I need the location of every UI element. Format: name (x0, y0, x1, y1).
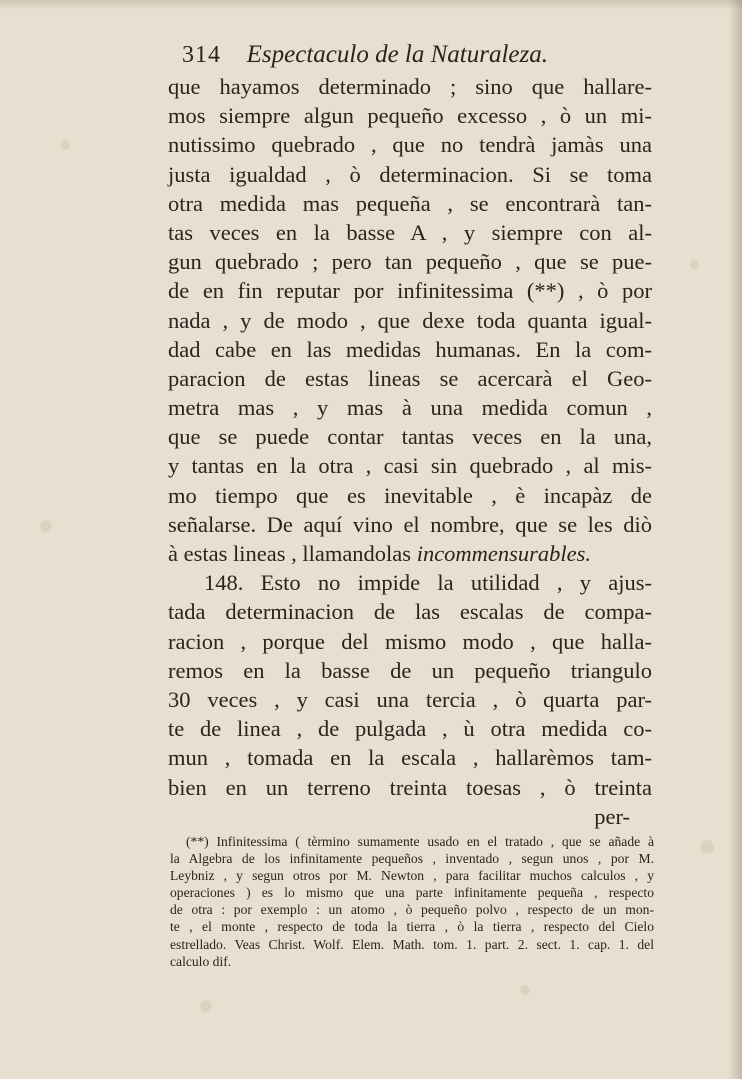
text-line: de en fin reputar por infinitessima (**) , ò por (168, 278, 652, 304)
text-line: bien en un terreno treinta toesas , ò treinta (168, 774, 652, 800)
catchword: per- (594, 803, 630, 829)
footnote-line: operaciones ) es lo mismo que una parte infinitamente pequeña , respecto (170, 885, 654, 901)
page-right-shadow (728, 0, 742, 1079)
running-title: Espectaculo de la Naturaleza. (246, 41, 548, 68)
text-line: mos siempre algun pequeño excesso , ò un mi- (168, 103, 652, 129)
text-line: te de linea , de pulgada , ù otra medida co- (168, 716, 652, 742)
main-text (168, 72, 652, 831)
italic-term: incommensurables. (416, 541, 592, 566)
text-line-prefix: à estas lineas , llamandolas (168, 541, 412, 566)
footnote-line: Leybniz , y segun otros por M. Newton , para facilitar muchos calculos , y (170, 868, 654, 884)
footnote-line: calculo dif. (170, 953, 232, 969)
text-line-paragraph-end (168, 539, 652, 568)
text-line: que se puede contar tantas veces en la una, (168, 424, 652, 450)
text-line: remos en la basse de un pequeño triangulo (168, 657, 652, 683)
text-line: racion , porque del mismo modo , que halla- (168, 628, 652, 654)
footnote-line: (**) Infinitessima ( tèrmino sumamente usado en el tratado , que se añade à (186, 834, 654, 849)
running-header (182, 40, 622, 69)
text-line: metra mas , y mas à una medida comun , (168, 395, 652, 421)
text-line: tas veces en la basse A , y siempre con al- (168, 219, 652, 245)
footnote-line: de otra : por exemplo : un atomo , ò pequeño polvo , respecto de un mon- (170, 902, 654, 918)
text-line: justa igualdad , ò determinacion. Si se toma (168, 161, 652, 187)
text-line: que hayamos determinado ; sino que hallare- (168, 74, 652, 99)
footnote (170, 833, 654, 970)
text-line: nutissimo quebrado , que no tendrà jamàs una (168, 132, 652, 158)
foxing-spot (40, 520, 52, 532)
text-line: dad cabe en las medidas humanas. En la com- (168, 336, 652, 362)
text-line: señalarse. De aquí vino el nombre, que se les diò (168, 511, 652, 537)
text-line: mo tiempo que es inevitable , è incapàz de (168, 482, 652, 508)
footnote-line: te , el monte , respecto de toda la tierra , ò la tierra , respecto del Cielo (170, 919, 654, 935)
foxing-spot (520, 985, 530, 995)
footnote-line: estrellado. Veas Christ. Wolf. Elem. Math. tom. 1. part. 2. sect. 1. cap. 1. del (170, 936, 654, 952)
text-line: y tantas en la otra , casi sin quebrado , al mis- (168, 453, 652, 479)
page-top-shadow (0, 0, 742, 10)
text-line: otra medida mas pequeña , se encontrarà tan- (168, 190, 652, 216)
foxing-spot (700, 840, 714, 854)
page-number: 314 (182, 42, 221, 68)
text-line: nada , y de modo , que dexe toda quanta igual- (168, 307, 652, 333)
text-line: mun , tomada en la escala , hallarèmos tam- (168, 745, 652, 771)
paragraph-148-line: 148. Esto no impide la utilidad , y ajus- (204, 570, 652, 596)
footnote-line: la Algebra de los infinitamente pequeños , inventado , segun unos , por M. (170, 851, 654, 867)
foxing-spot (60, 140, 70, 150)
foxing-spot (690, 260, 699, 269)
text-line: gun quebrado ; pero tan pequeño , que se pue- (168, 249, 652, 275)
text-line: paracion de estas lineas se acercarà el Geo- (168, 365, 652, 391)
text-line: 30 veces , y casi una tercia , ò quarta par- (168, 686, 652, 712)
text-line: tada determinacion de las escalas de compa- (168, 599, 652, 625)
foxing-spot (200, 1000, 212, 1012)
